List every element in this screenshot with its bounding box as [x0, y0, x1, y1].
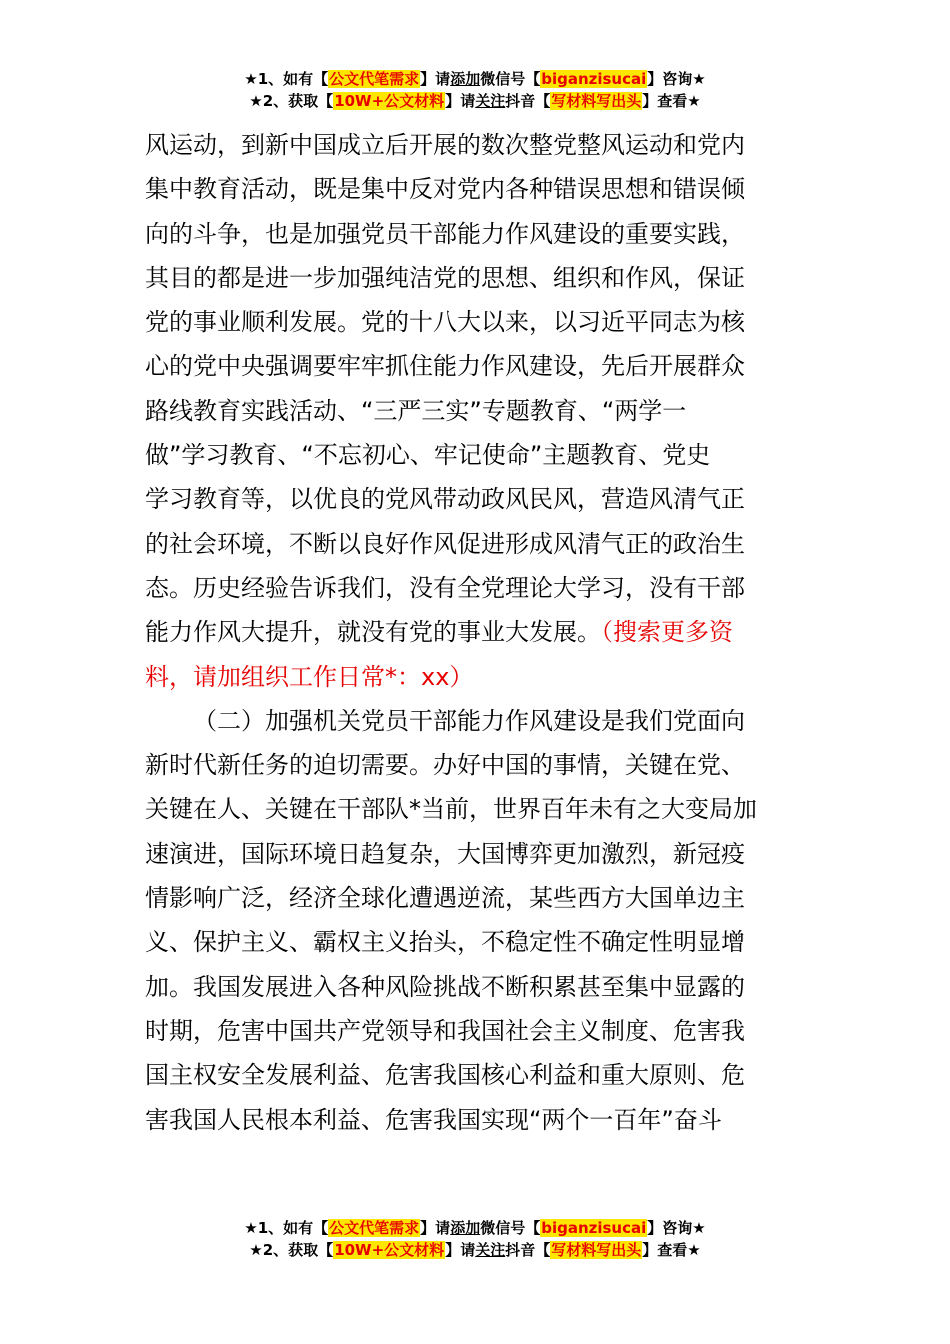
- body-line-text: 能力作风大提升，就没有党的事业大发展。: [145, 618, 601, 647]
- body-line: 时期，危害中国共产党领导和我国社会主义制度、危害我: [145, 1016, 745, 1045]
- body-line: 害我国人民根本利益、危害我国实现“两个一百年”奋斗: [145, 1105, 722, 1134]
- header-banner-line-1: [0, 68, 950, 90]
- body-line: 做”学习教育、“不忘初心、牢记使命”主题教育、党史: [145, 441, 711, 470]
- banner-highlight: biganzisucai: [541, 1219, 647, 1237]
- body-line: 新时代新任务的迫切需要。办好中国的事情，关键在党、: [145, 751, 745, 780]
- body-line: 关键在人、关键在干部队*当前，世界百年未有之大变局加: [145, 795, 757, 824]
- banner-text: ★1、如有【: [244, 1219, 329, 1237]
- banner-text: 】咨询★: [647, 70, 706, 88]
- body-line: 情影响广泛，经济全球化遭遇逆流，某些西方大国单边主: [145, 884, 745, 913]
- banner-text: 】请: [420, 70, 451, 88]
- body-line: 速演进，国际环境日趋复杂，大国博弈更加激烈，新冠疫: [145, 839, 745, 868]
- banner-highlight: 10W+公文材料: [334, 1241, 445, 1259]
- banner-underlined: 添加: [450, 70, 481, 88]
- header-banner: [0, 68, 950, 112]
- banner-text: 微信号【: [480, 70, 541, 88]
- banner-text: 】请: [445, 92, 476, 110]
- footer-banner: [0, 1217, 950, 1261]
- banner-highlight: 公文代笔需求: [329, 70, 420, 88]
- body-line: 国主权安全发展利益、危害我国核心利益和重大原则、危: [145, 1061, 745, 1090]
- document-body: [145, 123, 813, 1142]
- banner-highlight: 10W+公文材料: [334, 92, 445, 110]
- banner-text: 】咨询★: [647, 1219, 706, 1237]
- body-line: 风运动，到新中国成立后开展的数次整党整风运动和党内: [145, 131, 745, 159]
- banner-text: ★2、获取【: [249, 92, 334, 110]
- body-line: 学习教育等，以优良的党风带动政风民风，营造风清气正: [145, 485, 745, 514]
- banner-text: 】请: [420, 1219, 451, 1237]
- search-note: （搜索更多资: [601, 618, 733, 647]
- banner-text: ★2、获取【: [249, 1241, 334, 1259]
- section-heading-line: （二）加强机关党员干部能力作风建设是我们党面向: [193, 706, 745, 735]
- banner-text: 抖音【: [505, 92, 551, 110]
- body-line: 其目的都是进一步加强纯洁党的思想、组织和作风，保证: [145, 263, 745, 292]
- footer-banner-line-2: [0, 1239, 950, 1261]
- banner-highlight: biganzisucai: [541, 70, 647, 88]
- search-note-continued: 料，请加组织工作日常*：xx）: [145, 662, 474, 691]
- body-line: 义、保护主义、霸权主义抬头，不稳定性不确定性明显增: [145, 928, 745, 957]
- body-line: 加。我国发展进入各种风险挑战不断积累甚至集中显露的: [145, 972, 745, 1001]
- body-line: 态。历史经验告诉我们，没有全党理论大学习，没有干部: [145, 573, 745, 602]
- banner-highlight: 写材料写出头: [551, 92, 642, 110]
- header-banner-line-2: [0, 90, 950, 112]
- body-line: 心的党中央强调要牢牢抓住能力作风建设，先后开展群众: [145, 352, 745, 381]
- banner-highlight: 公文代笔需求: [329, 1219, 420, 1237]
- banner-underlined: 添加: [450, 1219, 481, 1237]
- banner-highlight: 写材料写出头: [551, 1241, 642, 1259]
- body-line: 路线教育实践活动、“三严三实”专题教育、“两学一: [145, 396, 687, 425]
- body-line: 向的斗争，也是加强党员干部能力作风建设的重要实践，: [145, 219, 745, 248]
- banner-text: 微信号【: [480, 1219, 541, 1237]
- banner-text: 】查看★: [642, 92, 701, 110]
- banner-text: 抖音【: [505, 1241, 551, 1259]
- banner-text: 】请: [445, 1241, 476, 1259]
- banner-text: ★1、如有【: [244, 70, 329, 88]
- footer-banner-line-1: [0, 1217, 950, 1239]
- body-line: 党的事业顺利发展。党的十八大以来，以习近平同志为核: [145, 308, 745, 337]
- body-line: 集中教育活动，既是集中反对党内各种错误思想和错误倾: [145, 175, 745, 204]
- banner-text: 】查看★: [642, 1241, 701, 1259]
- body-line: 的社会环境，不断以良好作风促进形成风清气正的政治生: [145, 529, 745, 558]
- banner-underlined: 关注: [475, 92, 506, 110]
- banner-underlined: 关注: [475, 1241, 506, 1259]
- body-line: [145, 610, 813, 654]
